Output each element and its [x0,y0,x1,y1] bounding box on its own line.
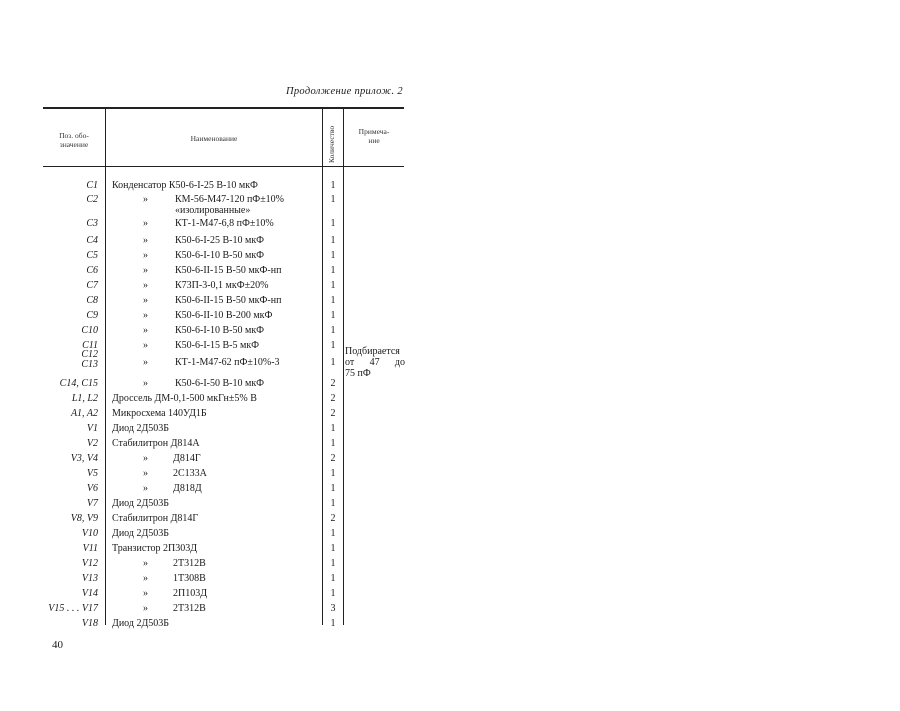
row-name: К50-6-II-15 В-50 мкФ-нп [175,265,282,276]
row-name: Микросхема 140УД1Б [112,408,207,419]
row-quantity: 2 [330,513,336,524]
row-position: C5 [86,250,98,261]
row-name: Транзистор 2П303Д [112,543,198,554]
row-position: V2 [86,438,98,449]
row-name: К50-6-I-50 В-10 мкФ [175,378,265,389]
row-name: КТ-1-М47-6,8 пФ±10% [175,218,274,229]
row-position: V11 [82,543,98,554]
row-position: V14 [81,588,98,599]
row-position: C2 [86,194,98,205]
row-position: A1, A2 [70,408,98,419]
row-ditto-mark: » [143,453,148,464]
row-ditto-mark: » [143,573,148,584]
row-quantity: 2 [330,378,336,389]
row-quantity: 1 [330,498,336,509]
row-quantity: 1 [330,235,336,246]
row-position: C9 [86,310,98,321]
row-name: К50-6-I-10 В-50 мкФ [175,325,265,336]
row-name: 2С133А [173,468,207,479]
row-ditto-mark: » [143,310,148,321]
row-position: C14, C15 [59,378,98,389]
row-position: L1, L2 [71,393,98,404]
row-position: V10 [81,528,98,539]
row-ditto-mark: » [143,280,148,291]
row-quantity: 2 [330,453,336,464]
row-position: C4 [86,235,98,246]
row-ditto-mark: » [143,603,148,614]
row-name: К73П-3-0,1 мкФ±20% [175,280,269,291]
row-quantity: 1 [330,543,336,554]
note-line2 [345,357,405,368]
row-ditto-mark: » [143,325,148,336]
row-name: КТ-1-М47-62 пФ±10%-3 [175,357,280,368]
row-quantity: 1 [330,194,336,205]
row-name: Диод 2Д503Б [112,618,170,629]
row-quantity: 2 [330,408,336,419]
row-position: V18 [81,618,98,629]
header-bottom-rule [43,166,404,167]
row-ditto-mark: » [143,588,148,599]
note-from-value: 47 [369,357,380,368]
row-name: 1Т308В [173,573,206,584]
row-name: Стабилитрон Д814Г [112,513,199,524]
row-ditto-mark: » [143,265,148,276]
row-position: C7 [86,280,98,291]
row-quantity: 1 [330,588,336,599]
column-divider-2 [322,107,323,625]
row-ditto-mark: » [143,295,148,306]
row-quantity: 1 [330,483,336,494]
continuation-title: Продолжение прилож. 2 [286,86,403,97]
row-quantity: 1 [330,423,336,434]
row-ditto-mark: » [143,235,148,246]
row-ditto-mark: » [143,250,148,261]
row-name: Диод 2Д503Б [112,423,170,434]
row-name: К50-6-I-25 В-10 мкФ [175,235,265,246]
header-position-line2: значение [59,140,89,149]
row-quantity: 1 [330,310,336,321]
row-ditto-mark: » [143,468,148,479]
row-quantity: 1 [330,528,336,539]
row-name: Д814Г [173,453,201,464]
row-quantity: 1 [330,618,336,629]
row-name: К50-6-I-10 В-50 мкФ [175,250,265,261]
row-position: C8 [86,295,98,306]
row-ditto-mark: » [143,558,148,569]
row-quantity: 1 [330,250,336,261]
header-position-line1: Поз. обо- [59,131,89,140]
row-quantity: 1 [330,325,336,336]
row-quantity: 1 [330,468,336,479]
row-name: К50-6-II-10 В-200 мкФ [175,310,273,321]
header-quantity: Количество [327,125,336,163]
row-position: C1 [86,180,98,191]
header-note-line2: ние [368,136,380,145]
header-name: Наименование [190,134,238,143]
row-quantity: 1 [330,558,336,569]
row-ditto-mark: » [143,340,148,351]
row-quantity: 1 [330,295,336,306]
note-cell [345,346,405,379]
row-name: КМ-56-М47-120 пФ±10% [175,194,285,205]
row-position: C3 [86,218,98,229]
row-name: Дроссель ДМ-0,1-500 мкГн±5% В [112,393,257,404]
note-from: от [345,357,355,368]
row-position: V8, V9 [70,513,98,524]
note-to: до [394,357,405,368]
row-name: Стабилитрон Д814А [112,438,200,449]
table-top-rule [43,107,404,109]
row-position: V13 [81,573,98,584]
note-line3: 75 пФ [345,368,371,379]
row-name: К50-6-II-15 В-50 мкФ-нп [175,295,282,306]
row-name: Конденсатор К50-6-I-25 В-10 мкФ [112,180,258,191]
row-name: 2Т312В [173,603,206,614]
row-position: V7 [86,498,98,509]
row-name: Д818Д [173,483,202,494]
row-quantity: 1 [330,340,336,351]
row-name: К50-6-I-15 В-5 мкФ [175,340,260,351]
header-note-line1: Примеча- [358,127,390,136]
row-name: 2П103Д [173,588,208,599]
row-position: C10 [81,325,98,336]
row-name: Диод 2Д503Б [112,528,170,539]
row-name: 2Т312В [173,558,206,569]
row-quantity: 1 [330,280,336,291]
row-quantity: 1 [330,265,336,276]
row-position: C12 [81,349,98,360]
column-divider-3 [343,107,344,625]
note-line1: Подбирается [345,346,400,357]
row-position: V3, V4 [70,453,98,464]
row-quantity: 2 [330,393,336,404]
row-name: Диод 2Д503Б [112,498,170,509]
row-ditto-mark: » [143,483,148,494]
row-quantity: 1 [330,218,336,229]
row-quantity: 1 [330,573,336,584]
row-quantity: 1 [330,357,336,368]
row-position: V1 [86,423,98,434]
row-position: C11 [82,340,98,351]
header-note [344,127,404,145]
row-quantity: 1 [330,180,336,191]
page-number: 40 [52,639,63,651]
row-position: C6 [86,265,98,276]
row-position: V15 . . . V17 [48,603,98,614]
row-name-continued: «изолированные» [175,205,251,216]
row-position-second: C13 [81,359,98,370]
row-position: V12 [81,558,98,569]
row-quantity: 1 [330,438,336,449]
row-ditto-mark: » [143,218,148,229]
column-divider-1 [105,107,106,625]
row-ditto-mark: » [143,378,148,389]
row-ditto-mark: » [143,194,148,205]
row-quantity: 3 [330,603,336,614]
header-position [46,131,102,149]
row-ditto-mark: » [143,357,148,368]
row-position: V5 [86,468,98,479]
row-position: V6 [86,483,98,494]
